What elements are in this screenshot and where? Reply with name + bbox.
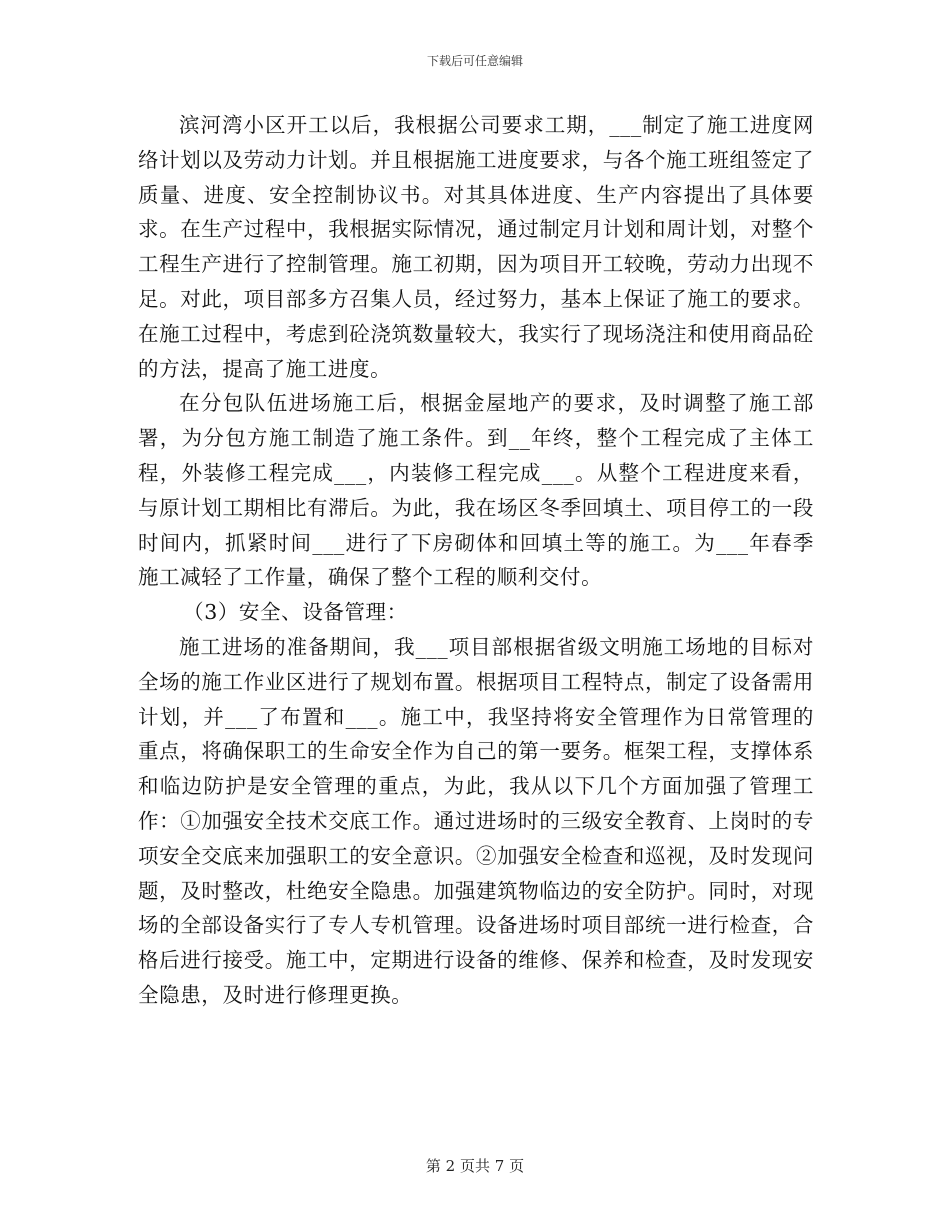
document-body	[138, 108, 814, 1013]
page-footer: 第 2 页共 7 页	[425, 1157, 525, 1175]
section-heading-safety-equipment: （3）安全、设备管理：	[183, 600, 408, 625]
page-header: 下载后可任意编辑	[426, 54, 523, 68]
paragraph-schedule-plan: 滨河湾小区开工以后，我根据公司要求工期，___制定了施工进度网络计划以及劳动力计划。并且根据施工进度要求，与各个施工班组签定了质量、进度、安全控制协议书。对其具体进度、生产内容提出了具体要求。在生产过程中，我根据实际情况，通过制定月计划和周计划，对整个工程生产进行了控制管理。施工初期，因为项目开工较晚，劳动力出现不足。对此，项目部多方召集人员，经过努力，基本上保证了施工的要求。在施工过程中，考虑到砼浇筑数量较大，我实行了现场浇注和使用商品砼的方法，提高了施工进度。	[138, 113, 814, 381]
paragraph-subcontract-progress: 在分包队伍进场施工后，根据金屋地产的要求，及时调整了施工部署，为分包方施工制造了施工条件。到__年终，整个工程完成了主体工程，外装修工程完成___，内装修工程完成___。从整个工程进度来看，与原计划工期相比有滞后。为此，我在场区冬季回填土、项目停工的一段时间内，抓紧时间___进行了下房砌体和回填土等的施工。为___年春季施工减轻了工作量，确保了整个工程的顺利交付。	[138, 391, 814, 590]
paragraph-safety-management: 施工进场的准备期间，我___项目部根据省级文明施工场地的目标对全场的施工作业区进行了规划布置。根据项目工程特点，制定了设备需用计划，并___了布置和___。施工中，我坚持将安全管理作为日常管理的重点，将确保职工的生命安全作为自己的第一要务。框架工程，支撑体系和临边防护是安全管理的重点，为此，我从以下几个方面加强了管理工作：①加强安全技术交底工作。通过进场时的三级安全教育、上岗时的专项安全交底来加强职工的安全意识。②加强安全检查和巡视，及时发现问题，及时整改，杜绝安全隐患。加强建筑物临边的安全防护。同时，对现场的全部设备实行了专人专机管理。设备进场时项目部统一进行检查，合格后进行接受。施工中，定期进行设备的维修、保养和检查，及时发现安全隐患，及时进行修理更换。	[138, 634, 814, 1007]
